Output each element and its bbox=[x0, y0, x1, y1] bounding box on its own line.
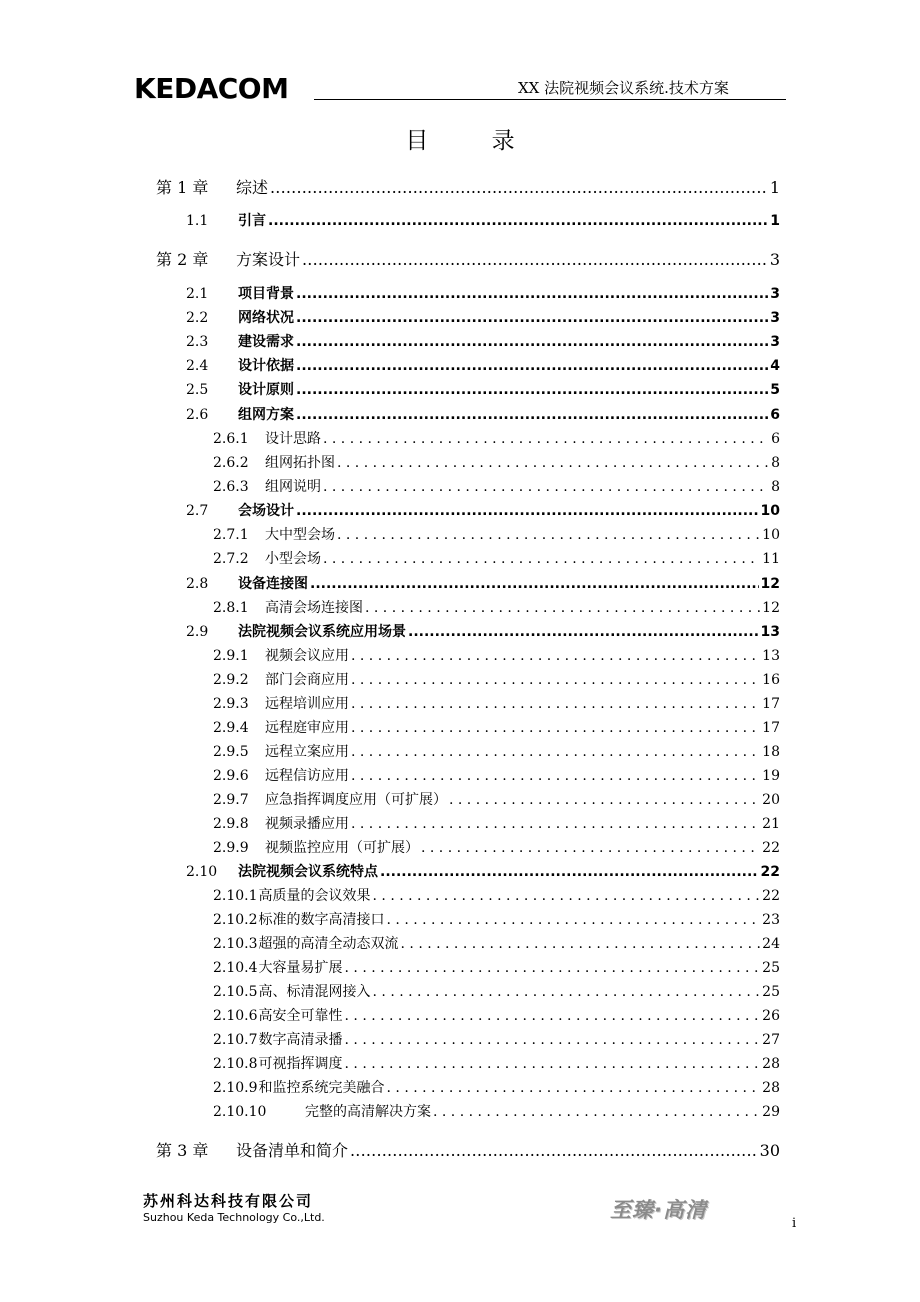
toc-entry-page: 24 bbox=[762, 936, 780, 952]
toc-entry-number: 2.6 bbox=[186, 407, 209, 423]
toc-entry-page: 29 bbox=[762, 1104, 780, 1120]
toc-entry[interactable] bbox=[213, 693, 780, 713]
toc-entry[interactable] bbox=[213, 765, 780, 785]
toc-entry-page: 6 bbox=[771, 431, 780, 447]
toc-leader-dots bbox=[345, 1008, 761, 1024]
toc-leader-dots bbox=[302, 250, 768, 269]
toc-entry-page: 1 bbox=[769, 178, 780, 197]
company-name-en: Suzhou Keda Technology Co.,Ltd. bbox=[143, 1211, 325, 1224]
toc-entry-page: 26 bbox=[762, 1008, 780, 1024]
toc-entry[interactable] bbox=[213, 885, 780, 905]
toc-entry[interactable] bbox=[186, 573, 780, 593]
toc-entry-title: 方案设计 bbox=[236, 250, 301, 269]
toc-leader-dots bbox=[345, 1032, 761, 1048]
toc-entry-page: 3 bbox=[770, 310, 780, 326]
toc-entry-title: 组网方案 bbox=[238, 407, 294, 423]
toc-entry-page: 13 bbox=[762, 648, 780, 664]
toc-leader-dots bbox=[373, 888, 761, 904]
toc-entry-page: 16 bbox=[762, 672, 780, 688]
toc-leader-dots bbox=[351, 720, 760, 736]
toc-entry-page: 23 bbox=[762, 912, 780, 928]
toc-entry[interactable] bbox=[213, 524, 780, 544]
toc-entry-page: 28 bbox=[762, 1056, 780, 1072]
toc-entry[interactable] bbox=[213, 957, 780, 977]
toc-entry-page: 17 bbox=[762, 720, 780, 736]
toc-leader-dots bbox=[323, 431, 769, 447]
toc-entry-title: 小型会场 bbox=[265, 551, 321, 567]
toc-entry-number: 2.6.2 bbox=[213, 455, 249, 471]
toc-entry-page: 19 bbox=[762, 768, 780, 784]
toc-entry-page: 27 bbox=[762, 1032, 780, 1048]
toc-leader-dots bbox=[345, 960, 761, 976]
toc-entry-title: 建设需求 bbox=[238, 334, 294, 350]
toc-entry-title: 高安全可靠性 bbox=[258, 1008, 343, 1024]
toc-heading: 目 录 bbox=[405, 128, 543, 154]
toc-entry-number: 2.6.3 bbox=[213, 479, 249, 495]
toc-entry-number: 2.9.5 bbox=[213, 744, 249, 760]
toc-entry-title: 设计思路 bbox=[265, 431, 321, 447]
toc-entry-title: 视频监控应用（可扩展） bbox=[265, 840, 419, 856]
toc-entry-title: 组网拓扑图 bbox=[265, 455, 335, 471]
document-title: XX 法院视频会议系统.技术方案 bbox=[518, 79, 729, 97]
toc-entry-title: 超强的高清全动态双流 bbox=[258, 936, 399, 952]
toc-leader-dots bbox=[323, 551, 760, 567]
toc-leader-dots bbox=[365, 600, 760, 616]
toc-leader-dots bbox=[296, 310, 768, 326]
toc-leader-dots bbox=[351, 696, 760, 712]
toc-entry-title: 部门会商应用 bbox=[265, 672, 349, 688]
toc-leader-dots bbox=[296, 334, 768, 350]
toc-leader-dots bbox=[351, 648, 760, 664]
toc-entry-title: 设计原则 bbox=[238, 382, 294, 398]
toc-entry-title: 标准的数字高清接口 bbox=[258, 912, 385, 928]
toc-entry-page: 28 bbox=[762, 1080, 780, 1096]
toc-entry-title: 数字高清录播 bbox=[258, 1032, 343, 1048]
toc-entry[interactable] bbox=[186, 379, 780, 399]
toc-entry[interactable] bbox=[156, 175, 780, 198]
toc-entry-number: 2.10.8 bbox=[213, 1056, 258, 1072]
toc-entry[interactable] bbox=[213, 597, 780, 617]
toc-leader-dots bbox=[401, 936, 761, 952]
toc-entry-number: 第 2 章 bbox=[156, 250, 209, 269]
toc-entry-title: 项目背景 bbox=[238, 286, 294, 302]
toc-entry-page: 20 bbox=[762, 792, 780, 808]
toc-entry-page: 22 bbox=[762, 888, 780, 904]
toc-entry[interactable] bbox=[186, 210, 780, 230]
toc-entry-page: 3 bbox=[770, 334, 780, 350]
toc-entry-title: 视频会议应用 bbox=[265, 648, 349, 664]
toc-entry-number: 2.10.4 bbox=[213, 960, 258, 976]
toc-entry-title: 法院视频会议系统特点 bbox=[238, 864, 378, 880]
toc-leader-dots bbox=[296, 503, 759, 519]
toc-entry-number: 2.10.2 bbox=[213, 912, 258, 928]
slogan-logo: 至臻·高清 bbox=[610, 1198, 707, 1222]
toc-entry-page: 30 bbox=[759, 1141, 780, 1160]
toc-entry[interactable] bbox=[213, 428, 780, 448]
toc-entry[interactable] bbox=[213, 981, 780, 1001]
toc-entry-number: 2.9.1 bbox=[213, 648, 249, 664]
toc-entry-number: 2.10.1 bbox=[213, 888, 258, 904]
toc-entry-title: 网络状况 bbox=[238, 310, 294, 326]
toc-entry-title: 设备清单和简介 bbox=[236, 1141, 349, 1160]
toc-entry-page: 22 bbox=[762, 840, 780, 856]
header-rule bbox=[314, 99, 786, 100]
toc-entry-page: 5 bbox=[770, 382, 780, 398]
toc-entry-title: 视频录播应用 bbox=[265, 816, 349, 832]
toc-entry-title: 高质量的会议效果 bbox=[258, 888, 371, 904]
toc-leader-dots bbox=[421, 840, 760, 856]
toc-leader-dots bbox=[296, 382, 768, 398]
toc-entry-page: 12 bbox=[760, 576, 780, 592]
toc-leader-dots bbox=[408, 624, 759, 640]
toc-entry-page: 3 bbox=[770, 286, 780, 302]
toc-entry[interactable] bbox=[213, 669, 780, 689]
toc-leader-dots bbox=[296, 286, 768, 302]
toc-entry-title: 远程培训应用 bbox=[265, 696, 349, 712]
toc-entry-title: 引言 bbox=[238, 213, 266, 229]
toc-entry[interactable] bbox=[213, 1077, 780, 1097]
toc-entry-title: 和监控系统完美融合 bbox=[258, 1080, 385, 1096]
toc-entry-number: 2.10 bbox=[186, 864, 218, 880]
toc-entry-page: 4 bbox=[770, 358, 780, 374]
toc-entry[interactable] bbox=[213, 548, 780, 568]
toc-entry[interactable] bbox=[213, 741, 780, 761]
toc-leader-dots bbox=[296, 407, 768, 423]
toc-entry-title: 设计依据 bbox=[238, 358, 294, 374]
toc-entry-number: 2.5 bbox=[186, 382, 209, 398]
toc-entry-page: 11 bbox=[762, 551, 780, 567]
toc-entry-title: 综述 bbox=[236, 178, 269, 197]
toc-leader-dots bbox=[323, 479, 769, 495]
toc-leader-dots bbox=[345, 1056, 761, 1072]
toc-entry[interactable] bbox=[213, 1005, 780, 1025]
toc-entry[interactable] bbox=[186, 307, 780, 327]
toc-entry-title: 大容量易扩展 bbox=[258, 960, 343, 976]
toc-entry-number: 2.10.10 bbox=[213, 1104, 267, 1120]
toc-entry-page: 17 bbox=[762, 696, 780, 712]
toc-entry-number: 2.10.3 bbox=[213, 936, 258, 952]
toc-entry-number: 2.1 bbox=[186, 286, 209, 302]
toc-entry-number: 第 1 章 bbox=[156, 178, 209, 197]
toc-entry[interactable] bbox=[213, 1101, 780, 1121]
toc-entry-number: 2.10.6 bbox=[213, 1008, 258, 1024]
toc-leader-dots bbox=[310, 576, 759, 592]
toc-entry-number: 2.10.7 bbox=[213, 1032, 258, 1048]
toc-entry[interactable] bbox=[186, 500, 780, 520]
toc-entry-number: 2.9.2 bbox=[213, 672, 249, 688]
toc-leader-dots bbox=[373, 984, 761, 1000]
toc-entry-page: 22 bbox=[760, 864, 780, 880]
company-name-cn: 苏州科达科技有限公司 bbox=[143, 1192, 314, 1210]
toc-entry-page: 12 bbox=[762, 600, 780, 616]
toc-leader-dots bbox=[387, 912, 761, 928]
page-number: i bbox=[792, 1216, 797, 1231]
toc-entry-page: 13 bbox=[760, 624, 780, 640]
toc-entry-number: 2.9.7 bbox=[213, 792, 249, 808]
toc-entry-title: 可视指挥调度 bbox=[258, 1056, 343, 1072]
toc-entry-page: 8 bbox=[771, 455, 780, 471]
toc-entry-number: 2.10.5 bbox=[213, 984, 258, 1000]
toc-entry-title: 设备连接图 bbox=[238, 576, 308, 592]
toc-entry[interactable] bbox=[213, 645, 780, 665]
toc-entry[interactable] bbox=[213, 933, 780, 953]
toc-entry-title: 完整的高清解决方案 bbox=[305, 1104, 431, 1120]
toc-entry[interactable] bbox=[213, 789, 780, 809]
kedacom-logo: KEDACOM bbox=[134, 72, 289, 105]
toc-entry-title: 高清会场连接图 bbox=[265, 600, 363, 616]
toc-leader-dots bbox=[270, 178, 768, 197]
toc-entry-number: 2.9.6 bbox=[213, 768, 249, 784]
toc-leader-dots bbox=[337, 455, 769, 471]
toc-entry-number: 第 3 章 bbox=[156, 1141, 209, 1160]
toc-entry-number: 2.8.1 bbox=[213, 600, 249, 616]
toc-entry-number: 2.4 bbox=[186, 358, 209, 374]
toc-entry[interactable] bbox=[213, 1029, 780, 1049]
toc-entry[interactable] bbox=[213, 837, 780, 857]
toc-leader-dots bbox=[351, 744, 760, 760]
toc-entry-page: 25 bbox=[762, 960, 780, 976]
toc-leader-dots bbox=[337, 527, 760, 543]
toc-entry-title: 大中型会场 bbox=[265, 527, 335, 543]
toc-entry-page: 25 bbox=[762, 984, 780, 1000]
toc-entry-number: 2.9 bbox=[186, 624, 209, 640]
toc-entry-title: 应急指挥调度应用（可扩展） bbox=[265, 792, 447, 808]
toc-entry[interactable] bbox=[186, 621, 780, 641]
toc-entry-page: 3 bbox=[769, 250, 780, 269]
toc-entry-title: 远程立案应用 bbox=[265, 744, 349, 760]
toc-entry-number: 2.8 bbox=[186, 576, 209, 592]
toc-entry[interactable] bbox=[156, 1138, 780, 1161]
toc-leader-dots bbox=[387, 1080, 761, 1096]
toc-entry-number: 2.7 bbox=[186, 503, 209, 519]
toc-entry-title: 远程庭审应用 bbox=[265, 720, 349, 736]
toc-entry[interactable] bbox=[213, 717, 780, 737]
toc-leader-dots bbox=[350, 1141, 758, 1160]
toc-entry[interactable] bbox=[186, 861, 780, 881]
toc-entry-number: 2.9.8 bbox=[213, 816, 249, 832]
toc-entry[interactable] bbox=[213, 452, 780, 472]
toc-leader-dots bbox=[449, 792, 760, 808]
toc-entry[interactable] bbox=[156, 247, 780, 270]
toc-entry-number: 1.1 bbox=[186, 213, 209, 229]
toc-entry-page: 8 bbox=[771, 479, 780, 495]
toc-leader-dots bbox=[433, 1104, 760, 1120]
toc-leader-dots bbox=[296, 358, 768, 374]
toc-entry[interactable] bbox=[213, 813, 780, 833]
toc-entry-title: 远程信访应用 bbox=[265, 768, 349, 784]
toc-entry-title: 法院视频会议系统应用场景 bbox=[238, 624, 406, 640]
toc-entry-page: 10 bbox=[762, 527, 780, 543]
toc-entry[interactable] bbox=[186, 331, 780, 351]
toc-leader-dots bbox=[351, 768, 760, 784]
toc-entry-title: 会场设计 bbox=[238, 503, 294, 519]
toc-entry[interactable] bbox=[186, 404, 780, 424]
toc-entry-title: 组网说明 bbox=[265, 479, 321, 495]
toc-entry[interactable] bbox=[213, 909, 780, 929]
toc-entry[interactable] bbox=[186, 355, 780, 375]
toc-leader-dots bbox=[268, 213, 768, 229]
toc-leader-dots bbox=[351, 816, 760, 832]
toc-entry-page: 1 bbox=[770, 213, 780, 229]
toc-entry-title: 高、标清混网接入 bbox=[258, 984, 371, 1000]
toc-entry[interactable] bbox=[186, 283, 780, 303]
toc-leader-dots bbox=[351, 672, 760, 688]
toc-entry-number: 2.7.2 bbox=[213, 551, 249, 567]
toc-leader-dots bbox=[380, 864, 759, 880]
toc-entry-page: 10 bbox=[760, 503, 780, 519]
toc-entry-page: 18 bbox=[762, 744, 780, 760]
toc-entry-page: 21 bbox=[762, 816, 780, 832]
toc-entry-number: 2.6.1 bbox=[213, 431, 249, 447]
toc-entry-page: 6 bbox=[770, 407, 780, 423]
toc-entry-number: 2.2 bbox=[186, 310, 209, 326]
toc-entry-number: 2.3 bbox=[186, 334, 209, 350]
toc-entry-number: 2.9.4 bbox=[213, 720, 249, 736]
toc-entry-number: 2.10.9 bbox=[213, 1080, 258, 1096]
toc-entry-number: 2.7.1 bbox=[213, 527, 249, 543]
toc-entry[interactable] bbox=[213, 476, 780, 496]
toc-entry[interactable] bbox=[213, 1053, 780, 1073]
toc-entry-number: 2.9.9 bbox=[213, 840, 249, 856]
toc-entry-number: 2.9.3 bbox=[213, 696, 249, 712]
